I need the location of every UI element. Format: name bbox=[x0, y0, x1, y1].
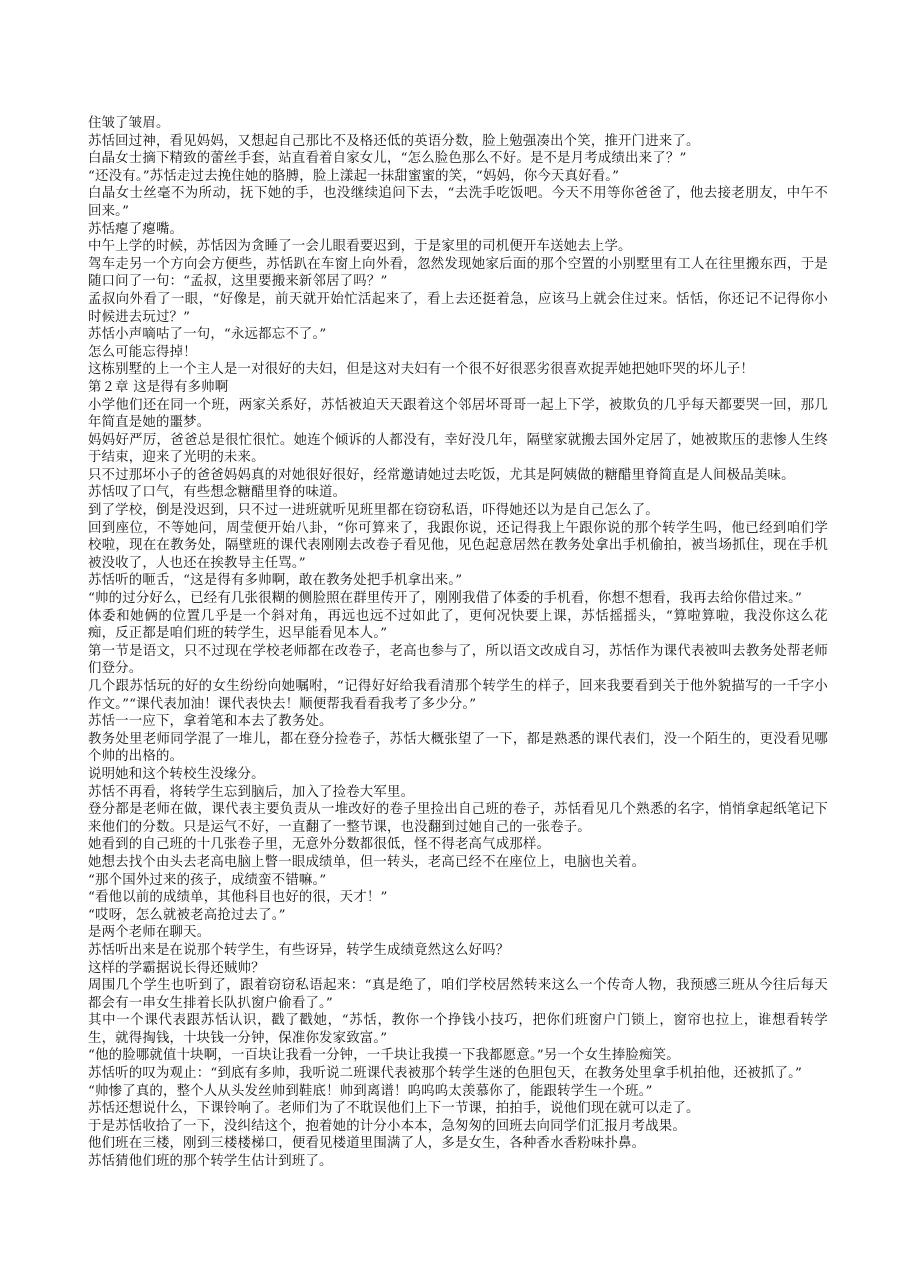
paragraph: 她看到的自己班的十几张卷子里，无意外分数都很低，怪不得老高气成那样。 bbox=[88, 837, 551, 853]
paragraph: 说明她和这个转校生没缘分。 bbox=[88, 766, 265, 782]
paragraph: 中午上学的时候，苏恬因为贪睡了一会儿眼看要迟到，于是家里的司机便开车送她去上学。 bbox=[88, 239, 632, 255]
paragraph: “帅惨了真的，整个人从头发丝帅到鞋底！帅到离谱！呜呜呜太羡慕你了，能跟转学生一个班。” bbox=[88, 1083, 653, 1099]
paragraph: 到了学校，倒是没迟到，只不过一进班就听见班里都在窃窃私语，吓得她还以为是自己怎么了。 bbox=[88, 503, 659, 519]
paragraph: 苏恬听的叹为观止：“到底有多帅，我听说二班课代表被那个转学生迷的色胆包天，在教务处里拿手机拍他，还被抓了。” bbox=[88, 1066, 803, 1082]
paragraph: 他们班在三楼，刚到三楼楼梯口，便看见楼道里围满了人，多是女生，各种香水香粉味扑鼻。 bbox=[88, 1136, 646, 1152]
paragraph: 苏恬叹了口气，有些想念糖醋里脊的味道。 bbox=[88, 485, 347, 501]
paragraph: 其中一个课代表跟苏恬认识，戳了戳她，“苏恬，教你一个挣钱小技巧，把你们班窗户门锁上，窗帘也拉上，谁想看转学生，就得掏钱，十块钱一分钟，保准你发家致富。” bbox=[88, 1013, 828, 1046]
paragraph: 这栋别墅的上一个主人是一对很好的夫妇，但是这对夫妇有一个很不好很恶劣很喜欢捉弄她把她吓哭的坏儿子！ bbox=[88, 362, 754, 378]
paragraph: 于是苏恬收拾了一下，没纠结这个，抱着她的计分小本本，急匆匆的回班去向同学们汇报月考战果。 bbox=[88, 1118, 686, 1134]
paragraph: 第一节是语文，只不过现在学校老师都在改卷子，老高也参与了，所以语文改成自习，苏恬作为课代表被叫去教务处帮老师们登分。 bbox=[88, 643, 828, 677]
paragraph: 妈妈好严厉，爸爸总是很忙很忙。她连个倾诉的人都没有，幸好没几年，隔壁家就搬去国外定居了，她被欺压的悲惨人生终于结束，迎来了光明的未来。 bbox=[88, 432, 828, 466]
document-page bbox=[88, 115, 828, 1171]
paragraph: 孟叔向外看了一眼，“好像是，前天就开始忙活起来了，看上去还挺着急，应该马上就会住过来。恬恬，你还记不记得你小时候进去玩过？” bbox=[88, 291, 828, 325]
paragraph: “看他以前的成绩单，其他科目也好的很，天才！” bbox=[88, 890, 388, 906]
paragraph: 苏恬听的咂舌，“这是得有多帅啊，敢在教务处把手机拿出来。” bbox=[88, 573, 463, 589]
paragraph: 周围几个学生也听到了，跟着窃窃私语起来：“真是绝了，咱们学校居然转来这么一个传奇人物，我预感三班从今往后每天都会有一串女生排着长队扒窗户偷看了。” bbox=[88, 978, 828, 1011]
paragraph: 回到座位，不等她问，周莹便开始八卦，“你可算来了，我跟你说，还记得我上午跟你说的那个转学生吗，他已经到咱们学校啦，现在在教务处，隔壁班的课代表刚刚去改卷子看见他，见色起意居然在教务处拿出手机偷拍，被当场抓住，现在手机被没收了，人也还在挨教导主任骂。” bbox=[88, 520, 828, 571]
paragraph: 苏恬猜他们班的那个转学生估计到班了。 bbox=[88, 1154, 333, 1170]
chapter-heading: 第２章 这是得有多帅啊 bbox=[88, 379, 229, 395]
paragraph: 体委和她俩的位置几乎是一个斜对角，再远也远不过如此了，更何况快要上课，苏恬摇摇头，“算啦算啦，我没你这么花痴，反正都是咱们班的转学生，迟早能看见本人。” bbox=[88, 608, 828, 642]
paragraph: 这样的学霸据说长得还贼帅？ bbox=[88, 960, 265, 976]
paragraph: 白晶女士摘下精致的蕾丝手套，站直看着自家女儿，“怎么脸色那么不好。是不是月考成绩出来了？” bbox=[88, 151, 687, 167]
paragraph: 苏恬不再看，将转学生忘到脑后，加入了捡卷大军里。 bbox=[88, 784, 415, 800]
paragraph: “他的脸哪就值十块啊，一百块让我看一分钟，一千块让我摸一下我都愿意。”另一个女生捧脸痴笑。 bbox=[88, 1048, 680, 1064]
paragraph: “那个国外过来的孩子，成绩蛮不错嘛。” bbox=[88, 872, 327, 888]
paragraph: 住皱了皱眉。 bbox=[88, 116, 170, 131]
paragraph: 小学他们还在同一个班，两家关系好，苏恬被迫天天跟着这个邻居坏哥哥一起上下学，被欺负的几乎每天都要哭一回，那几年简直是她的噩梦。 bbox=[88, 397, 828, 431]
paragraph: 她想去找个由头去老高电脑上瞥一眼成绩单，但一转头，老高已经不在座位上，电脑也关着。 bbox=[88, 854, 646, 870]
paragraph: 教务处里老师同学混了一堆儿，都在登分捡卷子，苏恬大概张望了一下，都是熟悉的课代表们，没一个陌生的，更没看见哪个帅的出格的。 bbox=[88, 731, 828, 765]
paragraph: 几个跟苏恬玩的好的女生纷纷向她嘱咐，“记得好好给我看清那个转学生的样子，回来我要看到关于他外貌描写的一千字小作文。”“课代表加油！课代表快去！顺便帮我看看我考了多少分。” bbox=[88, 679, 828, 712]
paragraph: 驾车走另一个方向会方便些，苏恬趴在车窗上向外看，忽然发现她家后面的那个空置的小别墅里有工人在往里搬东西，于是随口问了一句：“孟叔，这里要搬来新邻居了吗？” bbox=[88, 256, 828, 290]
paragraph: 是两个老师在聊天。 bbox=[88, 925, 211, 941]
paragraph: “还没有。”苏恬走过去挽住她的胳膊，脸上漾起一抹甜蜜蜜的笑，“妈妈，你今天真好看。” bbox=[88, 168, 620, 184]
paragraph: 苏恬听出来是在说那个转学生，有些讶异，转学生成绩竟然这么好吗？ bbox=[88, 942, 510, 958]
paragraph: “哎呀，怎么就被老高抢过去了。” bbox=[88, 907, 286, 923]
paragraph: 苏恬回过神，看见妈妈，又想起自己那比不及格还低的英语分数，脸上勉强凑出个笑，推开门进来了。 bbox=[88, 133, 700, 149]
paragraph: 苏恬瘪了瘪嘴。 bbox=[88, 221, 184, 237]
paragraph: 白晶女士丝毫不为所动，抚下她的手，也没继续追问下去，“去洗手吃饭吧。今天不用等你爸爸了，他去接老朋友，中午不回来。” bbox=[88, 186, 828, 219]
paragraph: 苏恬小声嘀咕了一句，“永远都忘不了。” bbox=[88, 327, 327, 343]
paragraph: 苏恬还想说什么，下课铃响了。老师们为了不耽误他们上下一节课，拍拍手，说他们现在就可以走了。 bbox=[88, 1101, 700, 1117]
paragraph: 登分都是老师在做，课代表主要负责从一堆改好的卷子里捡出自己班的卷子，苏恬看见几个熟悉的名字，悄悄拿起纸笔记下来他们的分数。只是运气不好，一直翻了一整节课，也没翻到过她自己的一张卷子。 bbox=[88, 802, 828, 835]
paragraph: 只不过那坏小子的爸爸妈妈真的对她很好很好，经常邀请她过去吃饭，尤其是阿姨做的糖醋里脊简直是人间极品美味。 bbox=[88, 467, 795, 483]
paragraph: “帅的过分好么，已经有几张很糊的侧脸照在群里传开了，刚刚我借了体委的手机看，你想不想看，我再去给你借过来。” bbox=[88, 591, 803, 607]
paragraph: 怎么可能忘得掉！ bbox=[88, 344, 197, 360]
paragraph: 苏恬一一应下，拿着笔和本去了教务处。 bbox=[88, 714, 333, 730]
